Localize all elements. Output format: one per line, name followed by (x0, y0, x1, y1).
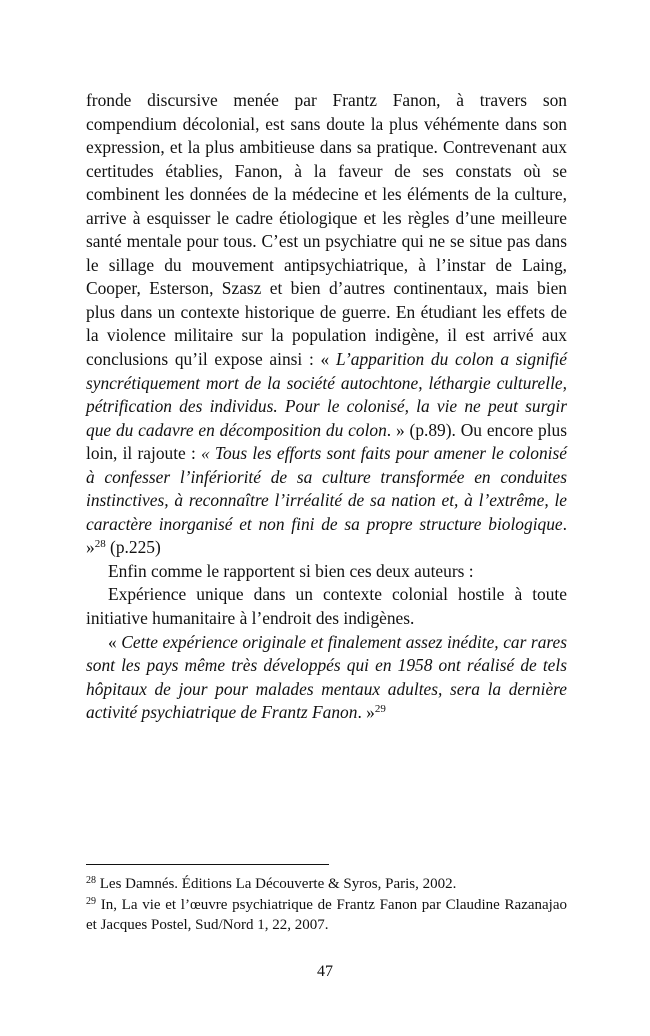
text-run: . » (p.89). Ou encore plus loin, il rajoute : (86, 419, 567, 464)
text-run: (p.225) (105, 537, 161, 558)
footnote-mark: 28 (86, 875, 96, 886)
text-run: fronde discursive menée par Frantz Fanon, à travers son compendium décolonial, est sans doute la plus véhémente dans son expression, et la plus ambitieuse dans sa pratique. Contrevenant aux certitudes établies, Fanon, à la faveur de ses constats où se combinent les données de la médecine et les éléments de la culture, arrive à esquisser le cadre étiologique et les règles d’une meilleure santé mentale pour tous. C’est un psychiatre qui ne se situe pas dans le sillage du mouvement antipsychiatrique, à l’instar de Laing, Cooper, Esterson, Szasz et bien d’autres continentaux, mais bien plus dans un contexte historique de guerre. En étudiant les effets de la violence militaire sur la population indigène, il est arrivé aux conclusions qu’il expose ainsi : « (86, 90, 567, 370)
footnote-28 (86, 874, 567, 895)
footnote-text: In, La vie et l’œuvre psychiatrique de Frantz Fanon par Claudine Razanajao et Jacques Postel, Sud/Nord 1, 22, 2007. (86, 896, 567, 933)
quotation-italic: « Tous les efforts sont faits pour amener le colonisé à confesser l’infériorité de sa culture transformée en conduites instinctives, à reconnaître l’irréalité de sa nation et, à l’extrême, le caractère inorganisé et non fini de sa propre structure biologique (86, 443, 567, 534)
main-text (86, 89, 567, 725)
footnote-reference: 29 (374, 703, 386, 716)
paragraph (86, 631, 567, 725)
text-run: « (108, 631, 122, 652)
footnote-29 (86, 895, 567, 936)
footnote-separator (86, 864, 329, 865)
text-run: . » (357, 702, 375, 723)
footnote-reference: 28 (94, 538, 106, 551)
paragraph (86, 583, 567, 630)
footnote-mark: 29 (86, 895, 96, 907)
paragraph (86, 560, 567, 584)
quotation-italic: Cette expérience originale et finalement assez inédite, car rares sont les pays même très développés qui en 1958 ont réalisé de tels hôpitaux de jour pour malades mentaux adultes, sera la dernière activité psychiatrique de Frantz Fanon (86, 631, 567, 723)
text-run: . » (86, 513, 567, 558)
text-run: Expérience unique dans un contexte colonial hostile à toute initiative humanitaire à l’endroit des indigènes. (86, 584, 567, 629)
page-number: 47 (317, 963, 333, 980)
text-run: Enfin comme le rapportent si bien ces deux auteurs : (108, 560, 474, 581)
footnote-text: Les Damnés. Éditions La Découverte & Syros, Paris, 2002. (96, 876, 457, 892)
quotation-italic: L’apparition du colon a signifié syncrétiquement mort de la société autochtone, léthargie culturelle, pétrification des individus. Pour le colonisé, la vie ne peut surgir que du cadavre en décomposition du colon (86, 349, 567, 440)
paragraph (86, 89, 567, 560)
footnotes (86, 874, 567, 936)
